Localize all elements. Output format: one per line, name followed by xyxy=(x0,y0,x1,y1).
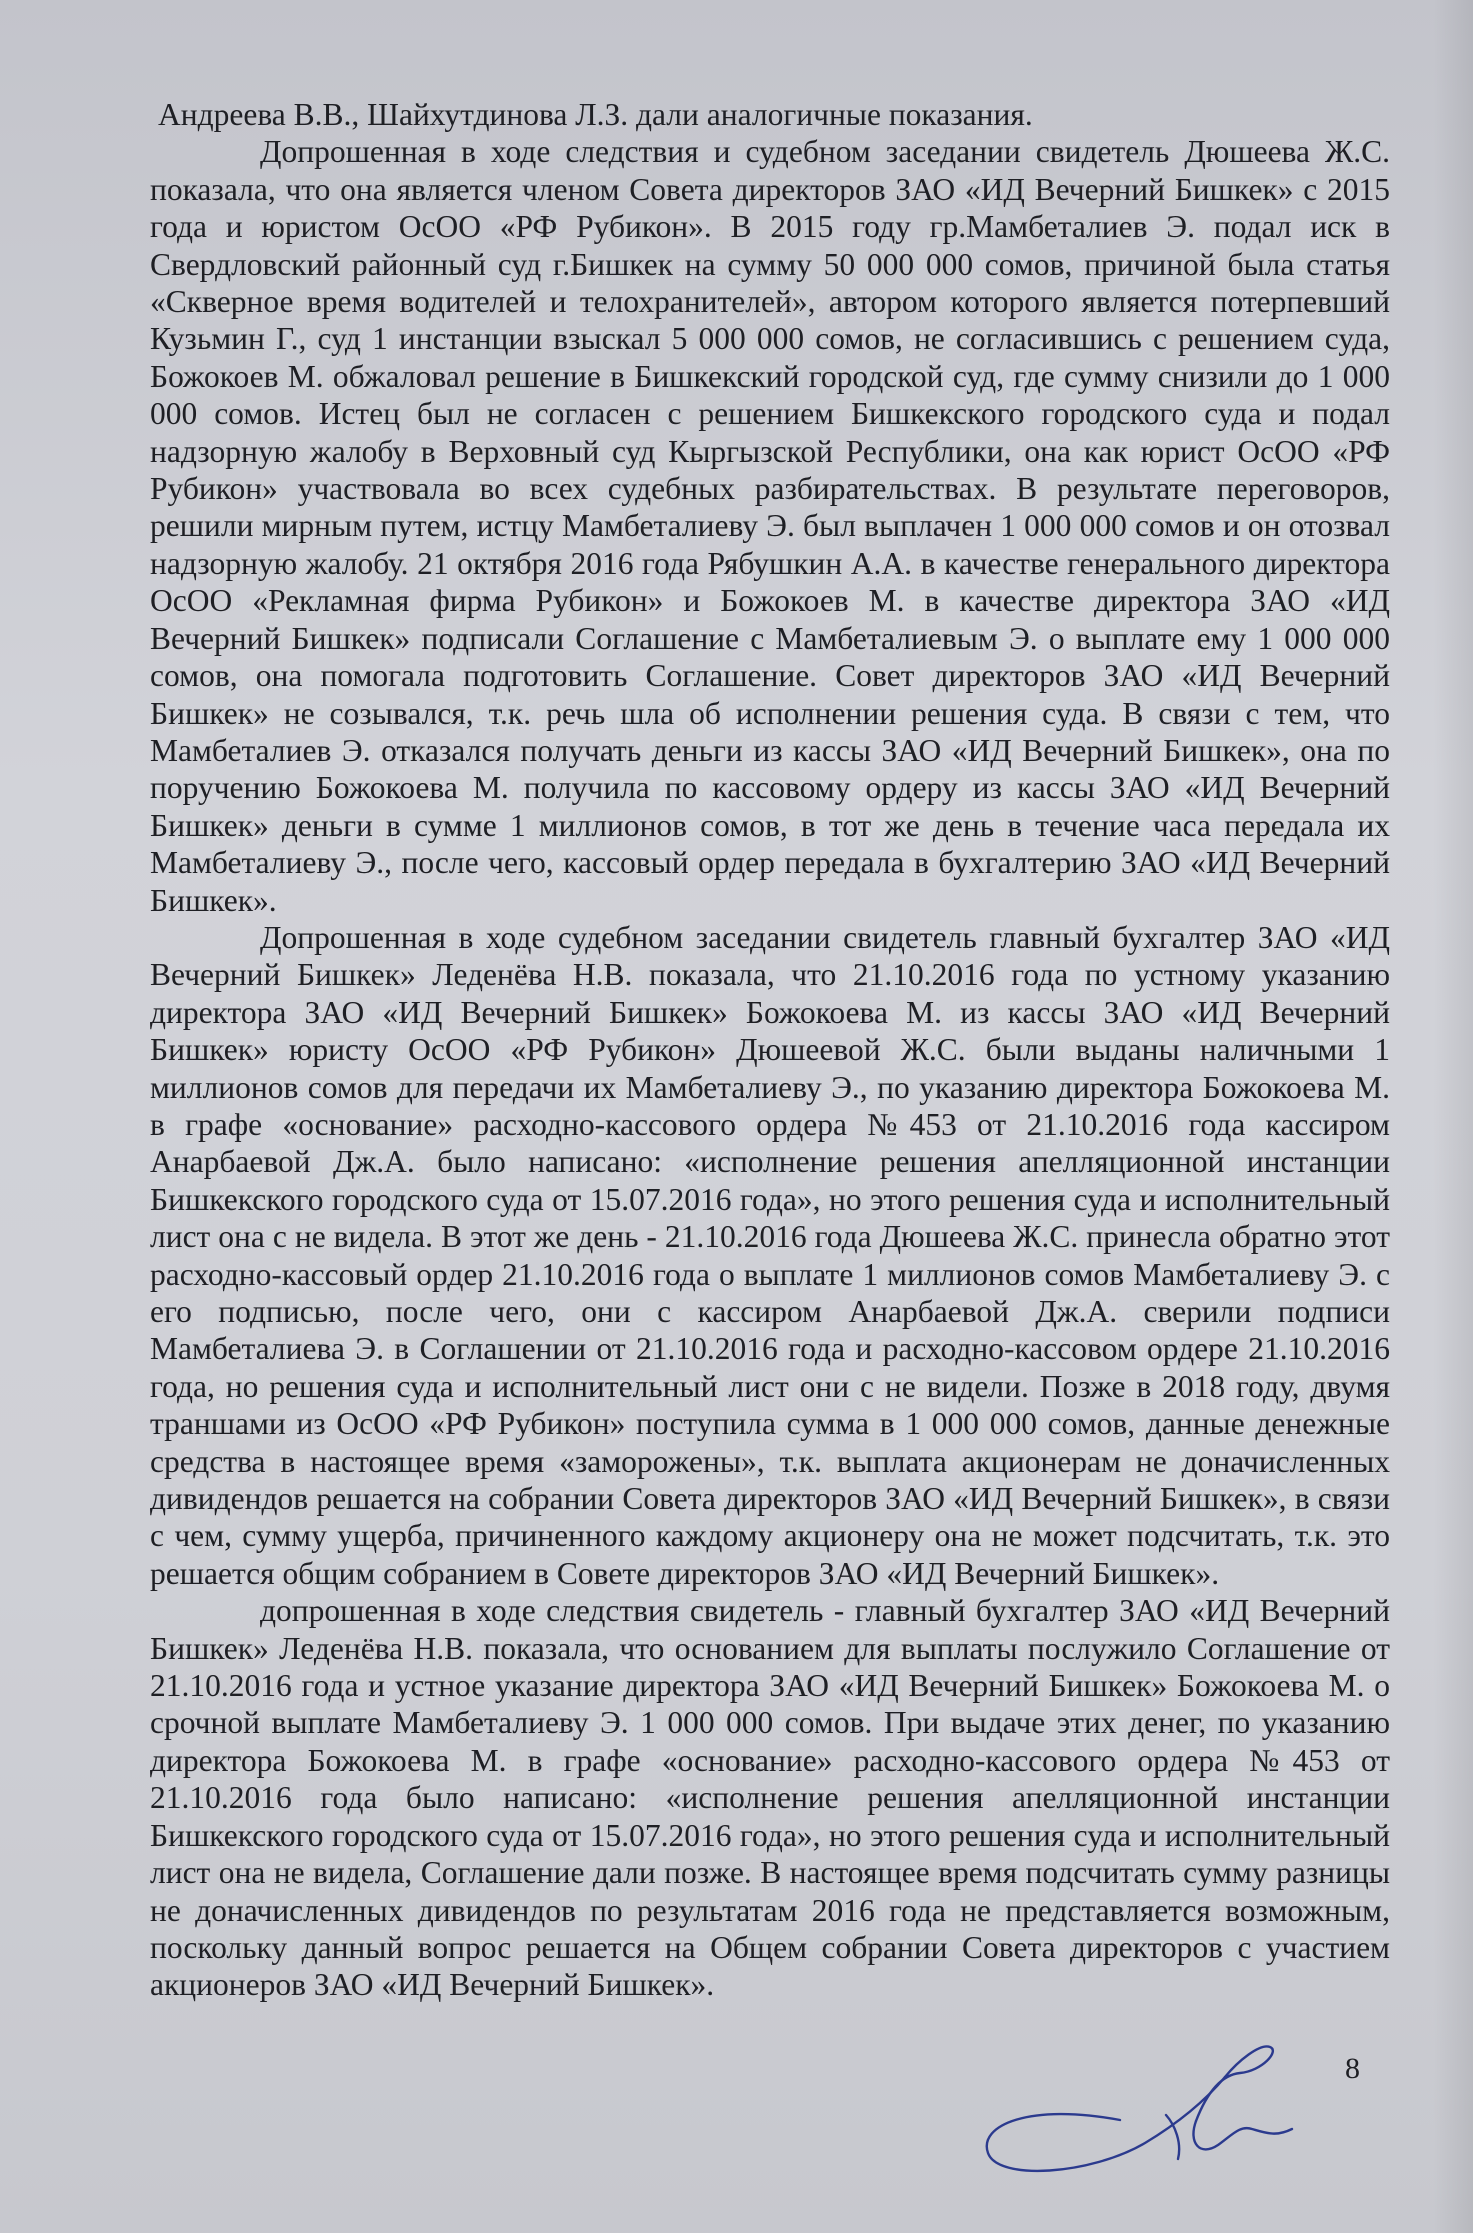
paragraph-4: допрошенная в ходе следствия свидетель - главный бухгалтер ЗАО «ИД Вечерний Бишкек» Леденёва Н.В. показала, что основанием для выплаты послужило Соглашение от 21.10.2016 года и устное указание директора ЗАО «ИД Вечерний Бишкек» Божокоева М. о срочной выплате Мамбеталиеву Э. 1 000 000 сомов. При выдаче этих денег, по указанию директора Божокоева М. в графе «основание» расходно-кассового ордера №453 от 21.10.2016 года было написано: «исполнение решения апелляционной инстанции Бишкекского городского суда от 15.07.2016 года», но этого решения суда и исполнительный лист она не видела, Соглашение дали позже. В настоящее время подсчитать сумму разницы не доначисленных дивидендов по результатам 2016 года не представляется возможным, поскольку данный вопрос решается на Общем собрании Совета директоров с участием акционеров ЗАО «ИД Вечерний Бишкек». xyxy=(150,1593,1390,2003)
page-number: 8 xyxy=(1345,2052,1360,2085)
paragraph-3: Допрошенная в ходе судебном заседании свидетель главный бухгалтер ЗАО «ИД Вечерний Бишкек» Леденёва Н.В. показала, что 21.10.2016 года по устному указанию директора ЗАО «ИД Вечерний Бишкек» Божокоева М. из кассы ЗАО «ИД Вечерний Бишкек» юристу ОсОО «РФ Рубикон» Дюшеевой Ж.С. были выданы наличными 1 миллионов сомов для передачи их Мамбеталиеву Э., по указанию директора Божокоева М. в графе «основание» расходно-кассового ордера №453 от 21.10.2016 года кассиром Анарбаевой Дж.А. было написано: «исполнение решения апелляционной инстанции Бишкекского городского суда от 15.07.2016 года», но этого решения суда и исполнительный лист она с не видела. В этот же день - 21.10.2016 года Дюшеева Ж.С. принесла обратно этот расходно-кассовый ордер 21.10.2016 года о выплате 1 миллионов сомов Мамбеталиеву Э. с его подписью, после чего, они с кассиром Анарбаевой Дж.А. сверили подписи Мамбеталиева Э. в Соглашении от 21.10.2016 года и расходно-кассовом ордере 21.10.2016 года, но решения суда и исполнительный лист они с не видели. Позже в 2018 году, двумя траншами из ОсОО «РФ Рубикон» поступила сумма в 1 000 000 сомов, данные денежные средства в настоящее время «заморожены», т.к. выплата акционерам не доначисленных дивидендов решается на собрании Совета директоров ЗАО «ИД Вечерний Бишкек», в связи с чем, сумму ущерба, причиненного каждому акционеру она не может подсчитать, т.к. это решается общим собранием в Совете директоров ЗАО «ИД Вечерний Бишкек». xyxy=(150,919,1390,1591)
document-body xyxy=(150,96,1390,2004)
paragraph-2: Допрошенная в ходе следствия и судебном заседании свидетель Дюшеева Ж.С. показала, что она является членом Совета директоров ЗАО «ИД Вечерний Бишкек» с 2015 года и юристом ОсОО «РФ Рубикон». В 2015 году гр.Мамбеталиев Э. подал иск в Свердловский районный суд г.Бишкек на сумму 50 000 000 сомов, причиной была статья «Скверное время водителей и телохранителей», автором которого является потерпевший Кузьмин Г., суд 1 инстанции взыскал 5 000 000 сомов, не согласившись с решением суда, Божокоев М. обжаловал решение в Бишкекский городской суд, где сумму снизили до 1 000 000 сомов. Истец был не согласен с решением Бишкекского городского суда и подал надзорную жалобу в Верховный суд Кыргызской Республики, она как юрист ОсОО «РФ Рубикон» участвовала во всех судебных разбирательствах. В результате переговоров, решили мирным путем, истцу Мамбеталиеву Э. был выплачен 1 000 000 сомов и он отозвал надзорную жалобу. 21 октября 2016 года Рябушкин А.А. в качестве генерального директора ОсОО «Рекламная фирма Рубикон» и Божокоев М. в качестве директора ЗАО «ИД Вечерний Бишкек» подписали Соглашение с Мамбеталиевым Э. о выплате ему 1 000 000 сомов, она помогала подготовить Соглашение. Совет директоров ЗАО «ИД Вечерний Бишкек» не созывался, т.к. речь шла об исполнении решения суда. В связи с тем, что Мамбеталиев Э. отказался получать деньги из кассы ЗАО «ИД Вечерний Бишкек», она по поручению Божокоева М. получила по кассовому ордеру из кассы ЗАО «ИД Вечерний Бишкек» деньги в сумме 1 миллионов сомов, в тот же день в течение часа передала их Мамбеталиеву Э., после чего, кассовый ордер передала в бухгалтерию ЗАО «ИД Вечерний Бишкек». xyxy=(150,134,1390,918)
paragraph-1: Андреева В.В., Шайхутдинова Л.З. дали аналогичные показания. xyxy=(158,97,1033,132)
signature-icon xyxy=(970,2025,1300,2185)
